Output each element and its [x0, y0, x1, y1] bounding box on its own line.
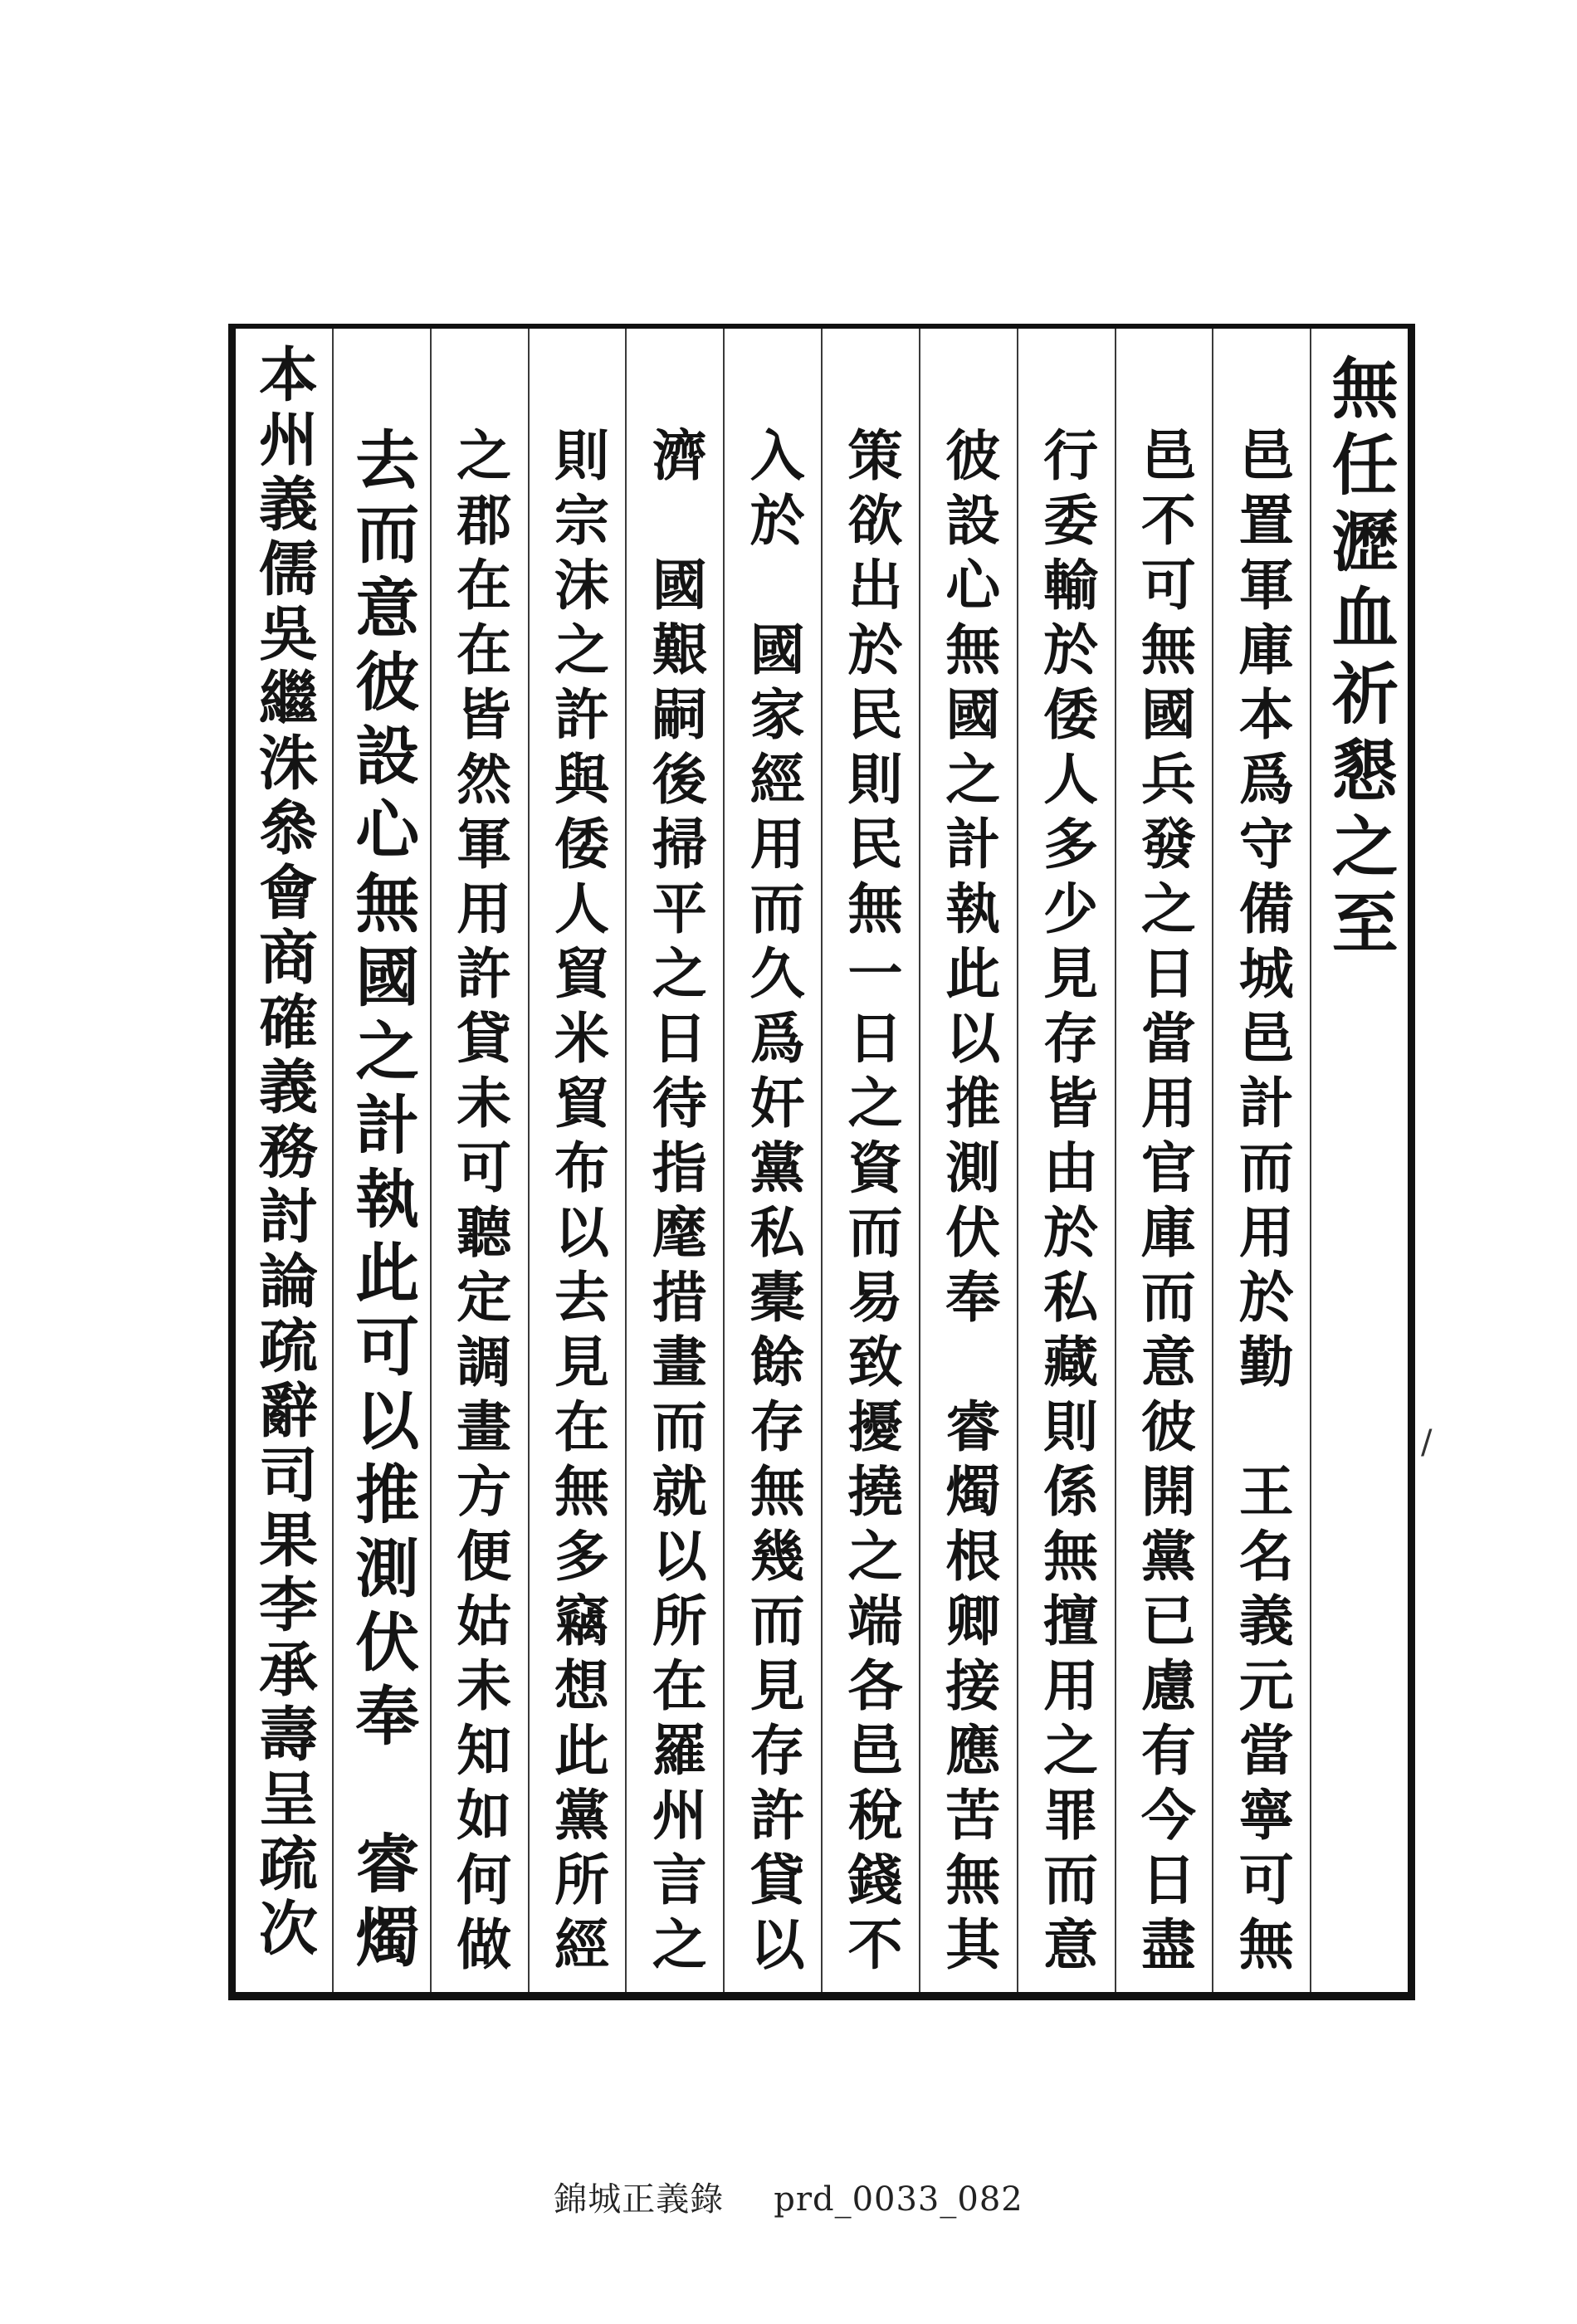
- column-text: 邑置軍庫本爲守備城邑計而用於勤 王名義元當寧可無: [1229, 427, 1295, 1980]
- text-column-4: [1017, 329, 1115, 1992]
- text-column-11: [332, 329, 430, 1992]
- text-columns: [236, 329, 1408, 1992]
- column-text: 去而意彼設心無國之計執此可以推測伏奉 睿燭: [344, 427, 420, 1978]
- column-text: 行委輸於倭人多少見存皆由於私藏則係無擅用之罪而意: [1033, 427, 1099, 1980]
- text-column-6: [821, 329, 919, 1992]
- column-text: 策欲出於民則民無一日之資而易致擾撓之端各邑稅錢不: [837, 427, 903, 1980]
- column-text: 邑不可無國兵發之日當用官庫而意彼開黨已慮有今日盡: [1131, 427, 1197, 1980]
- text-column-12: [236, 329, 332, 1992]
- column-text: 本州義儒吳繼洙叅會商確義務討論疏辭司果李承壽呈疏次: [249, 344, 320, 1962]
- column-text: 濟 國艱嗣後掃平之日待指麾措畫而就以所在羅州言之: [642, 427, 708, 1980]
- margin-mark: /: [1421, 1423, 1433, 1462]
- page-code: prd_0033_082: [774, 2180, 1023, 2219]
- column-text: 之郡在在皆然軍用許貸未可聽定調畫方便姑未知如何做: [447, 427, 512, 1980]
- column-text: 則宗沫之許與倭人貿米貿布以去見在無多竊想此黨所經: [544, 427, 610, 1980]
- text-column-7: [723, 329, 821, 1992]
- text-frame: [228, 324, 1415, 2000]
- column-text: 彼設心無國之計執此以推測伏奉 睿燭根卿接應苦無其: [935, 427, 1001, 1980]
- text-column-1: [1310, 329, 1408, 1992]
- text-column-5: [919, 329, 1017, 1992]
- column-text: 入於 國家經用而久爲奸黨私橐餘存無幾而見存許貸以: [740, 427, 806, 1980]
- text-column-10: [430, 329, 528, 1992]
- column-text: 無任瀝血祈懇之至: [1321, 354, 1399, 964]
- text-column-9: [528, 329, 626, 1992]
- text-column-2: [1212, 329, 1310, 1992]
- book-title: 錦城正義錄: [554, 2180, 725, 2219]
- text-column-8: [625, 329, 723, 1992]
- page-footer: [0, 2173, 1577, 2220]
- text-column-3: [1115, 329, 1213, 1992]
